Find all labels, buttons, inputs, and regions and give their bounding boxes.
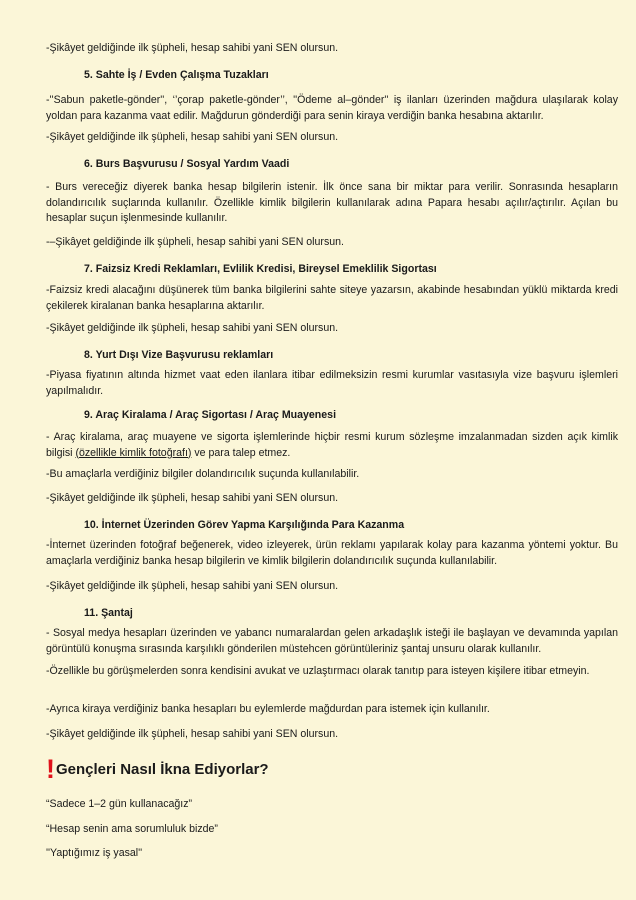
section-7-warning: -Şikâyet geldiğinde ilk şüpheli, hesap sahibi yani SEN olursun.	[46, 322, 339, 334]
section-7-paragraph: -Faizsiz kredi alacağını düşünerek tüm banka bilgilerini sahte siteye yazarsın, akabinde hesabından yüklü miktarda kredi çekilerek kiralanan banka hesaplarına aktarılır.	[46, 284, 618, 312]
section-9-paragraph	[46, 430, 618, 461]
section-9-text: - Araç kiralama, araç muayene ve sigorta işlemlerinde hiçbir resmi kurum sözleşme imzalanmadan sizden açık kimlik bilgisi	[46, 431, 618, 459]
section-10-heading: 10. İnternet Üzerinden Görev Yapma Karşılığında Para Kazanma	[84, 519, 405, 531]
section-11-warning: -Şikâyet geldiğinde ilk şüpheli, hesap sahibi yani SEN olursun.	[46, 728, 339, 740]
section-9-warning: -Şikâyet geldiğinde ilk şüpheli, hesap sahibi yani SEN olursun.	[46, 492, 339, 504]
section-10-paragraph: -İnternet üzerinden fotoğraf beğenerek, video izleyerek, ürün reklamı yapılarak kolay para kazanma yöntemi yoktur. Bu amaçlarla verdiğiniz banka hesap bilgilerin ve kimlik bilgilerin dolandırıcılık suçunda kullanılabilir.	[46, 539, 618, 567]
section-5-paragraph: -''Sabun paketle-gönder'', ‘’çorap paketle-gönder’’, ''Ödeme al–gönder'' iş ilanları üzerinden mağdura ulaşılarak kolay yoldan para kazanma vaat edilir. Mağdurun gönderdiği para senin kiraya verdiğin banka hesabına aktarılır.	[46, 94, 618, 122]
exclamation-icon: !	[46, 754, 55, 784]
section-9-info: -Bu amaçlarla verdiğiniz bilgiler dolandırıcılık suçunda kullanılabilir.	[46, 468, 360, 480]
section-6-heading: 6. Burs Başvurusu / Sosyal Yardım Vaadi	[84, 158, 290, 170]
section-11-paragraph-1: - Sosyal medya hesapları üzerinden ve yabancı numaralardan gelen arkadaşlık isteği ile başlayan ve devamında yapılan görüntülü konuşma sırasında karşılıklı gönderilen müstehcen görüntüleriniz şantaj unsuru olarak kullanılır.	[46, 627, 618, 655]
complaint-warning-top: -Şikâyet geldiğinde ilk şüpheli, hesap sahibi yani SEN olursun.	[46, 42, 339, 54]
section-6-paragraph: - Burs vereceğiz diyerek banka hesap bilgilerin istenir. İlk önce sana bir miktar para verilir. Sonrasında hesapların dolandırıcılık suçlarında kullanılır. Özellikle kimlik bilgilerin kullanılarak adına Papara hesabı açılır/açtırılır. Açılan bu hesaplar suçun işlenmesinde kullanılır.	[46, 181, 618, 224]
persuasion-heading-text: Gençleri Nasıl İkna Ediyorlar?	[56, 761, 269, 778]
section-11-paragraph-2: -Özellikle bu görüşmelerden sonra kendisini avukat ve uzlaştırmacı olarak tanıtıp para isteyen kişilere itibar etmeyin.	[46, 665, 590, 677]
section-9-heading: 9. Araç Kiralama / Araç Sigortası / Araç Muayenesi	[84, 409, 337, 421]
section-8-paragraph: -Piyasa fiyatının altında hizmet vaat eden ilanlara itibar edilmeksizin resmi kurumlar vasıtasıyla vize başvuru işlemleri yapılmalıdır.	[46, 369, 618, 397]
persuasion-heading	[46, 754, 269, 784]
section-5-heading: 5. Sahte İş / Evden Çalışma Tuzakları	[84, 69, 269, 81]
quote-3: ''Yaptığımız iş yasal''	[46, 847, 143, 859]
section-7-heading: 7. Faizsiz Kredi Reklamları, Evlilik Kredisi, Bireysel Emeklilik Sigortası	[84, 263, 437, 275]
quote-1: “Sadece 1–2 gün kullanacağız”	[46, 798, 193, 810]
section-6-warning: -–Şikâyet geldiğinde ilk şüpheli, hesap sahibi yani SEN olursun.	[46, 236, 344, 248]
section-11-paragraph-3: -Ayrıca kiraya verdiğiniz banka hesapları bu eylemlerde mağdurdan para istemek için kullanılır.	[46, 703, 490, 715]
section-5-warning: -Şikâyet geldiğinde ilk şüpheli, hesap sahibi yani SEN olursun.	[46, 131, 339, 143]
section-11-heading: 11. Şantaj	[84, 607, 133, 619]
quote-2: “Hesap senin ama sorumluluk bizde”	[46, 823, 218, 835]
section-8-heading: 8. Yurt Dışı Vize Başvurusu reklamları	[84, 349, 274, 361]
section-9-underlined-text: (özellikle kimlik fotoğrafı)	[75, 446, 192, 459]
section-10-warning: -Şikâyet geldiğinde ilk şüpheli, hesap sahibi yani SEN olursun.	[46, 580, 339, 592]
section-9-text-end: ve para talep etmez.	[191, 446, 291, 459]
